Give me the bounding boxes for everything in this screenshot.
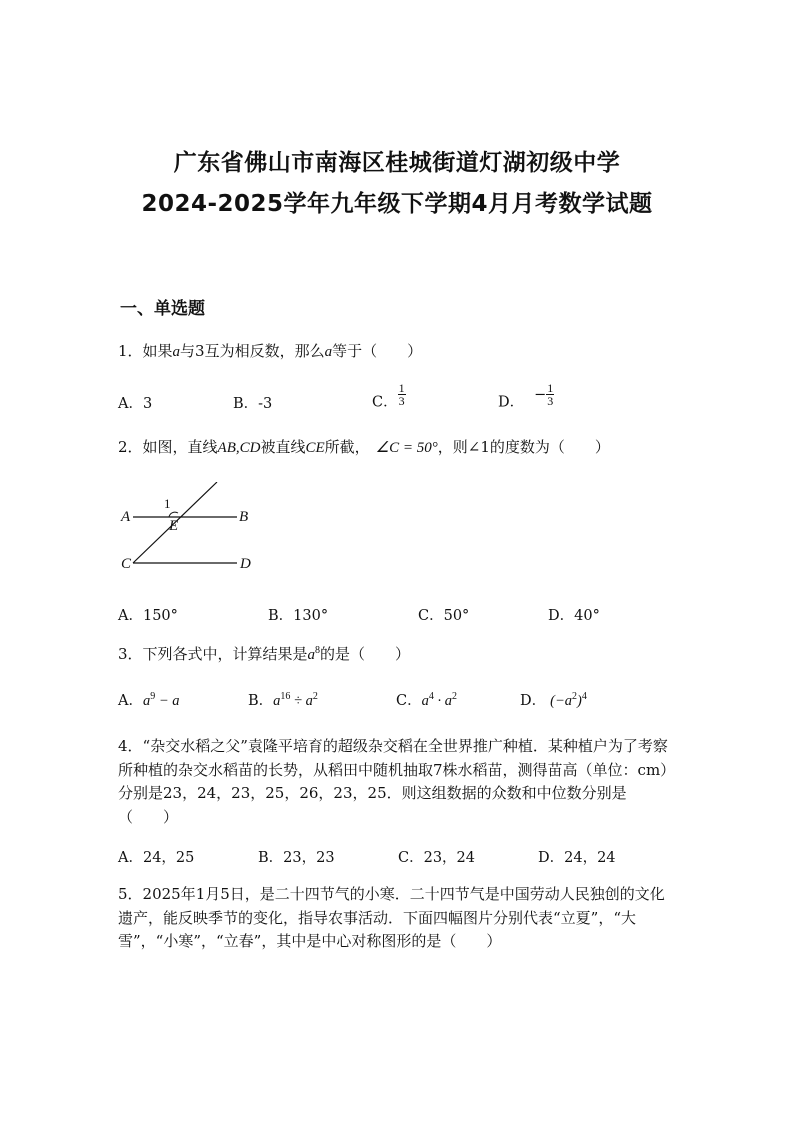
q3-option-a[interactable]: A．$a^9 - a$ [118, 691, 180, 709]
q4-option-b[interactable]: B．23，23 [258, 850, 335, 866]
q4-option-d[interactable]: D．24，24 [538, 850, 616, 866]
title-line-2: 2024-2025学年九年级下学期4月月考数学试题 [141, 191, 653, 217]
q2-option-b[interactable]: B．130° [268, 608, 329, 624]
question-5: 5．2025年1月5日，是二十四节气的小寒．二十四节气是中国劳动人民独创的文化遗产，能反映季节的变化，指导农事活动．下面四幅图片分别代表“立夏”，“大雪”，“小寒”，“立春”，其中是中心对称图形的是（ ） [118, 885, 665, 950]
question-3: 3．下列各式中，计算结果是$a^8$的是（ ） [118, 645, 411, 663]
q3-option-b[interactable]: B．$a^{16} \div a^2$ [248, 691, 318, 709]
q1-option-b[interactable]: B．-3 [233, 396, 273, 412]
q2-option-a[interactable]: A．150° [118, 608, 178, 624]
q1-option-c[interactable]: C． $\frac{1}{3}$ [372, 381, 405, 411]
q1-option-d[interactable]: D． − $\frac{1}{3}$ [498, 381, 554, 411]
question-4: 4．“杂交水稻之父”袁隆平培育的超级杂交稻在全世界推广种植．某种植户为了考察所种植的杂交水稻苗的长势，从稻田中随机抽取7株水稻苗，测得苗高（单位：cm）分别是23，24，23，25，26，23，25．则这组数据的众数和中位数分别是（ ） [118, 737, 676, 826]
label-d: D [240, 556, 251, 572]
fraction: $\frac{1}{3}$ [547, 381, 554, 408]
q3-option-d[interactable]: D． $(-a^2)^4$ [520, 691, 587, 709]
fraction: $\frac{1}{3}$ [398, 381, 405, 408]
section-heading: 一、单选题 [120, 299, 205, 319]
question-1: 1．如果a与3互为相反数，那么a等于（ ） [118, 342, 423, 360]
q4-option-a[interactable]: A．24，25 [118, 850, 195, 866]
label-b: B [239, 509, 249, 525]
q3-option-c[interactable]: C．$a^4 \cdot a^2$ [396, 691, 457, 709]
q1-option-a[interactable]: A．3 [118, 396, 153, 412]
label-1: 1 [164, 496, 171, 511]
q2-option-d[interactable]: D．40° [548, 608, 600, 624]
label-e: E [169, 518, 179, 534]
angle-1-arc [169, 512, 178, 517]
question-2: 2．如图，直线AB,CD被直线CE所截， ∠C = 50°，则∠1的度数为（ ） [118, 438, 610, 456]
title-line-1: 广东省佛山市南海区桂城街道灯湖初级中学 [173, 150, 621, 176]
label-a: A [121, 509, 131, 525]
q4-option-c[interactable]: C．23，24 [398, 850, 475, 866]
q2-option-c[interactable]: C．50° [418, 608, 470, 624]
q2-figure [115, 482, 275, 572]
label-c: C [121, 556, 132, 572]
